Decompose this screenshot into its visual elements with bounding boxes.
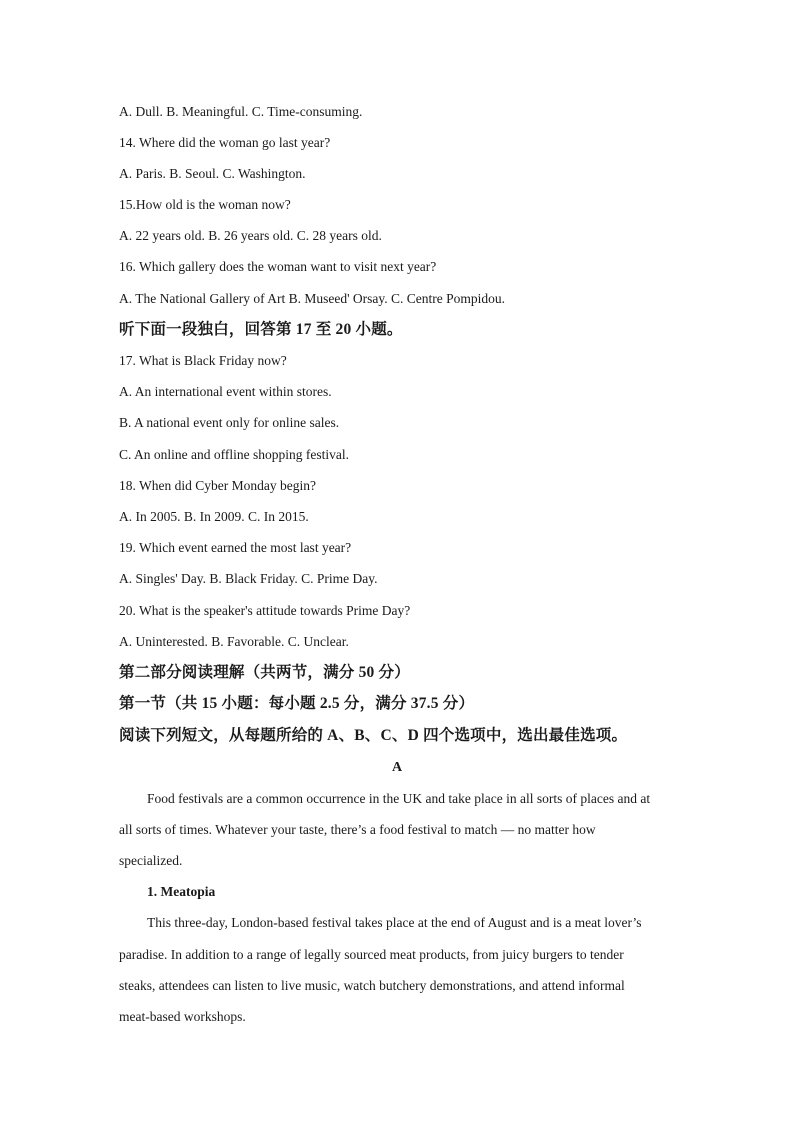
q17-option-a: A. An international event within stores. (119, 384, 332, 399)
q18-question: 18. When did Cyber Monday begin? (119, 478, 316, 493)
q17-question: 17. What is Black Friday now? (119, 353, 287, 368)
item1-line: paradise. In addition to a range of legally sourced meat products, from juicy burgers to tender (119, 947, 624, 962)
passage-label: A (391, 760, 403, 775)
q20-options: A. Uninterested. B. Favorable. C. Unclear. (119, 634, 349, 649)
intro-line: all sorts of times. Whatever your taste, there’s a food festival to match — no matter how (119, 822, 596, 837)
q17-option-b: B. A national event only for online sales. (119, 415, 340, 430)
item1-line: steaks, attendees can listen to live music, watch butchery demonstrations, and attend informal (119, 978, 625, 993)
instructions-heading: 阅读下列短文，从每题所给的 A、B、C、D 四个选项中，选出最佳选项。 (119, 727, 628, 744)
section1-heading: 第一节（共 15 小题：每小题 2.5 分，满分 37.5 分） (119, 695, 475, 712)
q18-options: A. In 2005. B. In 2009. C. In 2015. (119, 509, 309, 524)
intro-line: specialized. (119, 853, 183, 868)
item1-title: 1. Meatopia (147, 884, 216, 899)
q13-options: A. Dull. B. Meaningful. C. Time-consuming. (119, 104, 363, 119)
q14-options: A. Paris. B. Seoul. C. Washington. (119, 166, 306, 181)
intro-line: Food festivals are a common occurrence in the UK and take place in all sorts of places and at (147, 791, 651, 806)
q14-question: 14. Where did the woman go last year? (119, 135, 331, 150)
item1-line: This three-day, London-based festival takes place at the end of August and is a meat lover’s (147, 915, 642, 930)
part2-heading: 第二部分阅读理解（共两节，满分 50 分） (119, 664, 410, 681)
q20-question: 20. What is the speaker's attitude towards Prime Day? (119, 603, 411, 618)
q15-options: A. 22 years old. B. 26 years old. C. 28 years old. (119, 228, 382, 243)
q17-option-c: C. An online and offline shopping festival. (119, 447, 349, 462)
section-listen-heading: 听下面一段独白，回答第 17 至 20 小题。 (119, 321, 403, 338)
q19-question: 19. Which event earned the most last year? (119, 540, 352, 555)
q19-options: A. Singles' Day. B. Black Friday. C. Prime Day. (119, 571, 378, 586)
q16-options: A. The National Gallery of Art B. Museed' Orsay. C. Centre Pompidou. (119, 291, 505, 306)
q15-question: 15.How old is the woman now? (119, 197, 291, 212)
q16-question: 16. Which gallery does the woman want to visit next year? (119, 259, 437, 274)
item1-line: meat-based workshops. (119, 1009, 246, 1024)
